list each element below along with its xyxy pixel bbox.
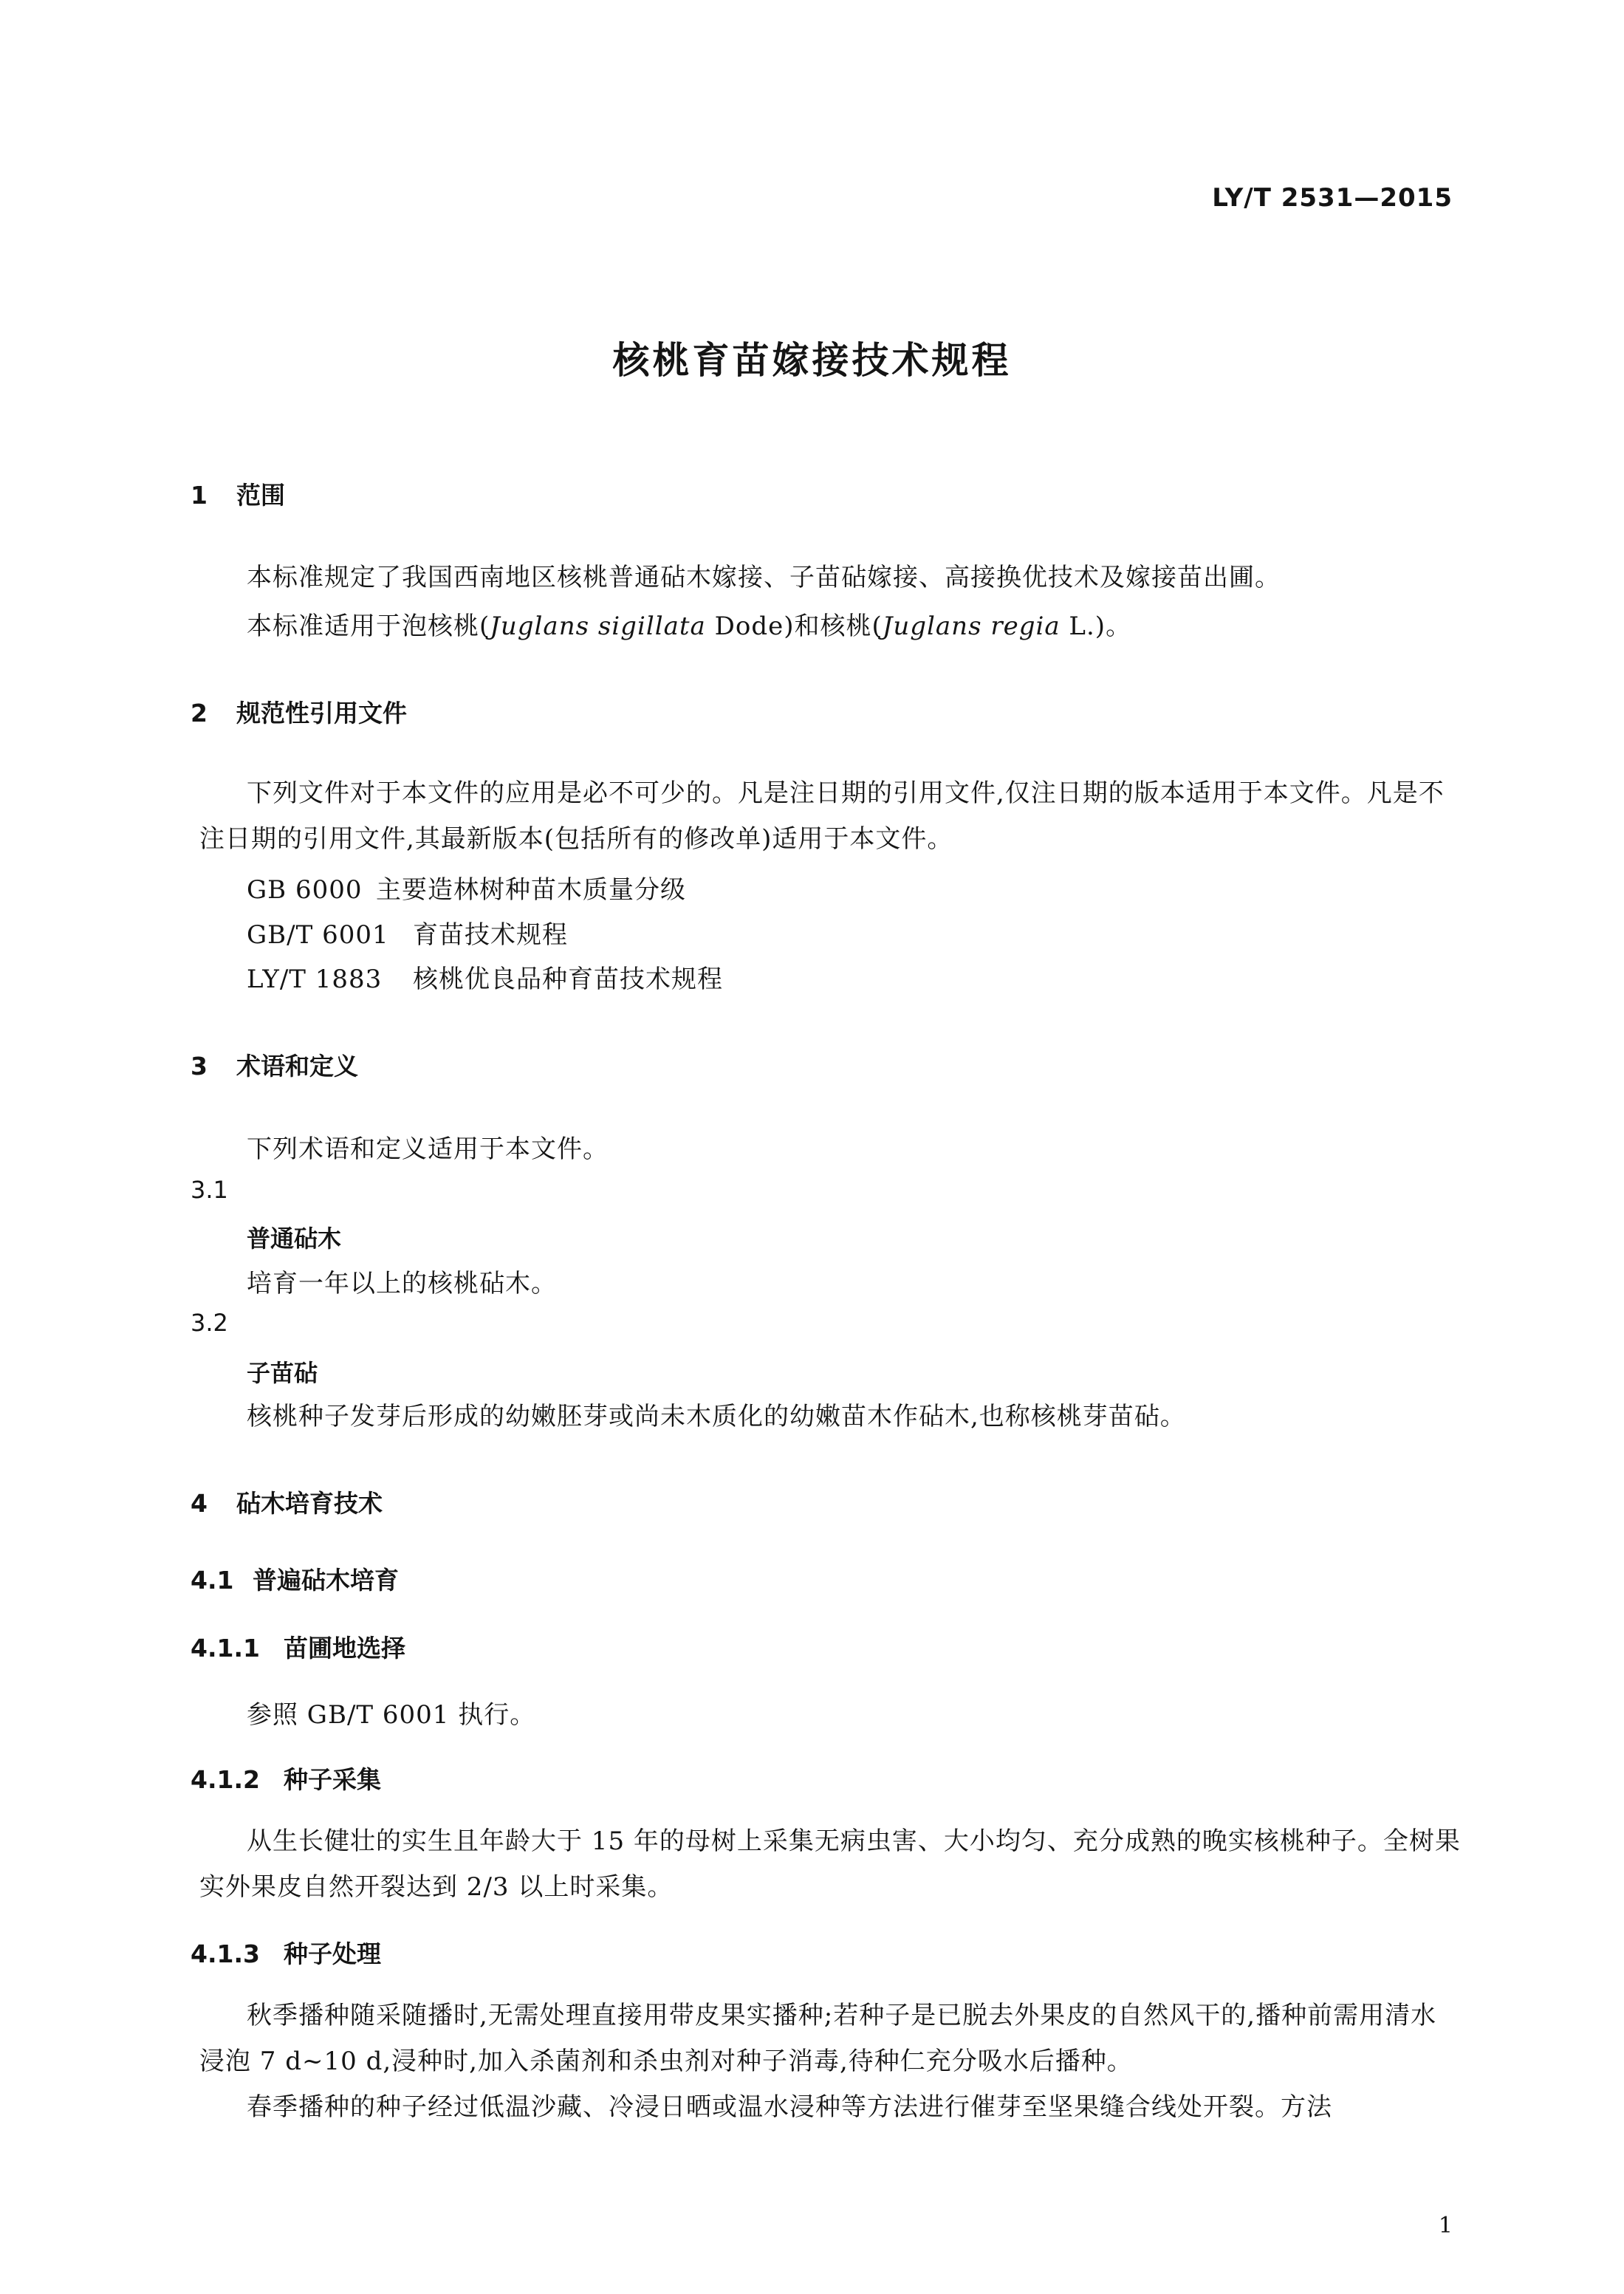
term-number: 3.1 [191, 1176, 228, 1204]
section-1-heading [191, 476, 285, 511]
section-title: 种子采集 [284, 1765, 381, 1794]
section-title: 范围 [236, 481, 285, 510]
standard-code: LY/T 2531—2015 [1212, 183, 1453, 213]
section-title: 种子处理 [284, 1939, 381, 1968]
section-number: 3 [191, 1052, 208, 1081]
section-title: 苗圃地选择 [284, 1634, 405, 1663]
seed-treatment-paragraph-1: 秋季播种随采随播时,无需处理直接用带皮果实播种;若种子是已脱去外果皮的自然风干的,播种前需用清水浸泡 7 d~10 d,浸种时,加入杀菌剂和杀虫剂对种子消毒,待种仁充分吸水后播种。 [199, 2001, 1437, 2076]
reference-code: LY/T 1883 [247, 965, 383, 994]
reference-code: GB 6000 [247, 875, 363, 905]
section-title: 普遍砧木培育 [253, 1566, 399, 1595]
subsection-4-1-3-heading [191, 1935, 381, 1970]
references-intro-paragraph: 下列文件对于本文件的应用是必不可少的。凡是注日期的引用文件,仅注日期的版本适用于本文件。凡是不注日期的引用文件,其最新版本(包括所有的修改单)适用于本文件。 [199, 778, 1445, 854]
section-number: 4 [191, 1489, 208, 1518]
scope-paragraph-1: 本标准规定了我国西南地区核桃普通砧木嫁接、子苗砧嫁接、高接换优技术及嫁接苗出圃。 [247, 563, 1281, 592]
page-number: 1 [1438, 2213, 1453, 2239]
scope-paragraph-2: 本标准适用于泡核桃(Juglans sigillata Dode)和核桃(Juglans regia L.)。 [247, 612, 1132, 641]
subsection-4-1-heading [191, 1561, 399, 1596]
term-number: 3.2 [191, 1309, 228, 1337]
reference-item [247, 959, 723, 995]
term-name: 普通砧木 [247, 1225, 342, 1253]
section-title: 术语和定义 [236, 1052, 358, 1081]
seed-collection-paragraph: 从生长健壮的实生且年龄大于 15 年的母树上采集无病虫害、大小均匀、充分成熟的晚实核桃种子。全树果实外果皮自然开裂达到 2/3 以上时采集。 [199, 1826, 1461, 1902]
term-definition: 培育一年以上的核桃砧木。 [247, 1269, 557, 1298]
section-2-heading [191, 694, 407, 729]
reference-title: 育苗技术规程 [413, 920, 568, 950]
reference-item [247, 869, 686, 905]
document-title: 核桃育苗嫁接技术规程 [612, 339, 1012, 382]
term-name: 子苗砧 [247, 1359, 318, 1387]
species-name: Juglans regia [882, 612, 1061, 641]
terms-intro: 下列术语和定义适用于本文件。 [247, 1134, 609, 1164]
reference-title: 核桃优良品种育苗技术规程 [413, 965, 723, 994]
section-number: 4.1.2 [191, 1765, 260, 1794]
subsection-4-1-1-heading [191, 1629, 405, 1664]
reference-item [247, 914, 568, 951]
seed-treatment-paragraph-2: 春季播种的种子经过低温沙藏、冷浸日晒或温水浸种等方法进行催芽至坚果缝合线处开裂。方法 [247, 2092, 1332, 2122]
section-number: 4.1.1 [191, 1634, 260, 1663]
section-title: 砧木培育技术 [236, 1489, 383, 1518]
reference-code: GB/T 6001 [247, 920, 389, 950]
section-title: 规范性引用文件 [236, 699, 407, 727]
nursery-paragraph: 参照 GB/T 6001 执行。 [247, 1700, 536, 1730]
section-number: 1 [191, 481, 208, 510]
section-4-heading [191, 1485, 383, 1519]
section-number: 2 [191, 699, 208, 727]
section-number: 4.1 [191, 1566, 234, 1595]
species-name: Juglans sigillata [490, 612, 706, 641]
section-3-heading [191, 1047, 358, 1082]
reference-title: 主要造林树种苗木质量分级 [376, 875, 686, 905]
subsection-4-1-2-heading [191, 1761, 381, 1795]
section-number: 4.1.3 [191, 1939, 260, 1968]
term-definition: 核桃种子发芽后形成的幼嫩胚芽或尚未木质化的幼嫩苗木作砧木,也称核桃芽苗砧。 [247, 1402, 1186, 1431]
